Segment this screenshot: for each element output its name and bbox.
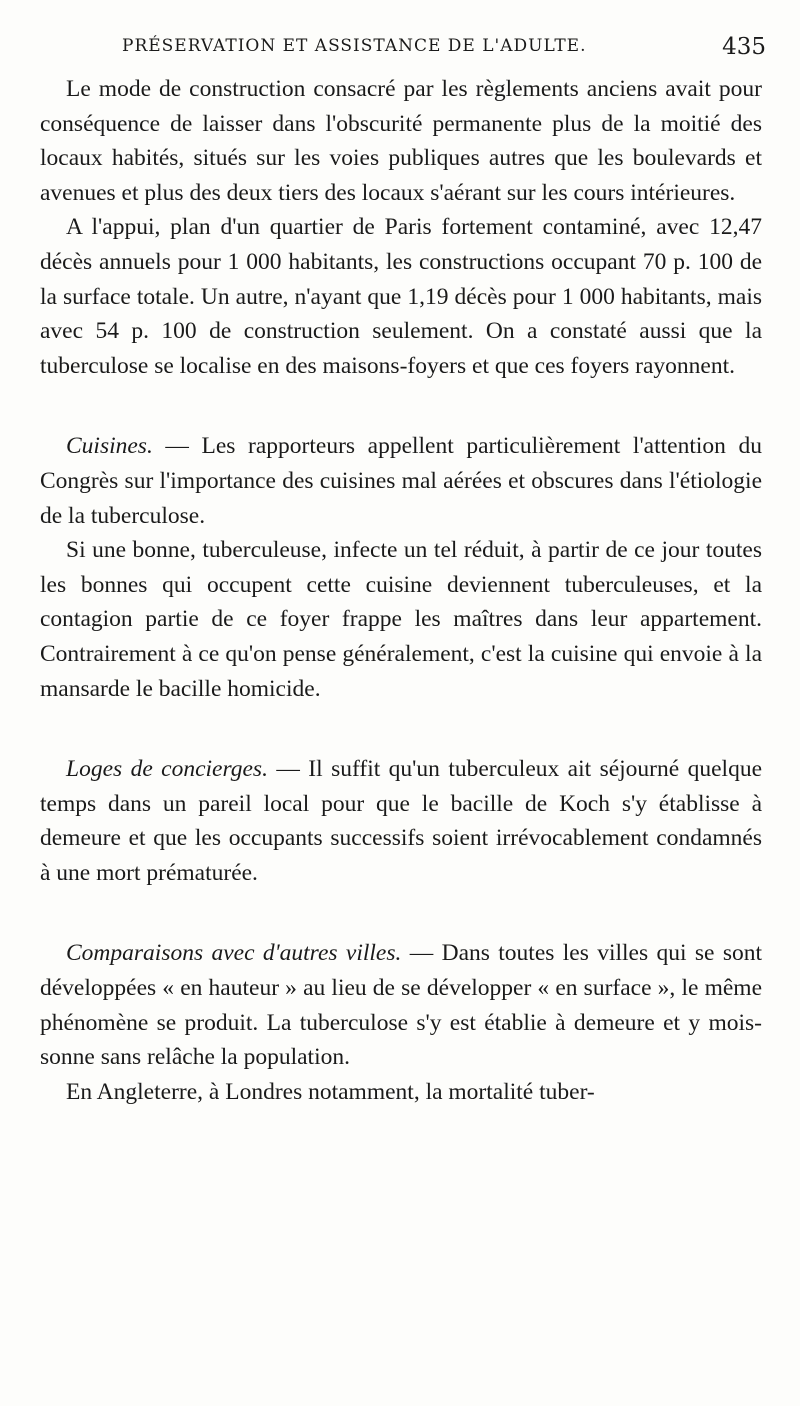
paragraph-quartier <box>40 210 762 383</box>
paragraph-text: — Il suffit qu'un tuberculeux ait séjourné quelque temps dans un pareil local pour que le bacille de Koch s'y établisse à demeure et que les occupants successifs soient irrévocablement condamnés à une mort prématurée. <box>40 756 763 886</box>
section-title-cuisines: Cuisines. <box>66 433 153 460</box>
section-comparaisons <box>40 936 762 1074</box>
paragraph-angleterre <box>40 1075 762 1110</box>
paragraph-text: Si une bonne, tuberculeuse, infecte un tel réduit, à partir de ce jour toutes les bonnes qui occupent cette cuisine deviennent tuberculeuses, et la contagion partie de ce foyer frappe les maîtres dans leur appartement. Contrairement à ce qu'on pense généralement, c'est la cuisine qui envoie à la mansarde le bacille homicide. <box>40 537 762 702</box>
running-head <box>40 34 768 70</box>
section-loges <box>40 752 762 890</box>
section-cuisines <box>40 429 762 533</box>
paragraph-text: — Les rapporteurs appellent particulièrement l'attention du Congrès sur l'importance des cuisines mal aérées et obscures dans l'étiologie de la tuberculose. <box>40 433 762 529</box>
page-number: 435 <box>722 34 766 60</box>
paragraph-text: En Angleterre, à Londres notamment, la mortalité tuber- <box>66 1078 595 1105</box>
paragraph-bonne <box>40 533 762 706</box>
running-title: PRÉSERVATION ET ASSISTANCE DE L'ADULTE. <box>122 36 587 56</box>
body-text <box>40 72 762 1109</box>
section-title-comparaisons: Comparaisons avec d'autres villes. <box>66 940 402 967</box>
section-title-loges: Loges de concierges. <box>66 756 268 783</box>
paragraph-construction <box>40 72 762 210</box>
paragraph-text: — Dans toutes les villes qui se sont développées « en hauteur » au lieu de se développer « en surface », le même phénomène se produit. La tuberculose s'y est établie à demeure et y moissonne sans relâche la population. <box>40 940 762 1071</box>
paragraph-text: A l'appui, plan d'un quartier de Paris fortement contaminé, avec 12,47 décès annuels pour 1 000 habitants, les constructions occupant 70 p. 100 de la surface totale. Un autre, n'ayant que 1,19 décès pour 1 000 habitants, mais avec 54 p. 100 de construction seulement. On a constaté aussi que la tuberculose se localise en des maisons-foyers et que ces foyers rayonnent. <box>40 214 762 379</box>
paragraph-text: Le mode de construction consacré par les règlements anciens avait pour conséquence de laisser dans l'obscurité permanente plus de la moitié des locaux habités, situés sur les voies publiques autres que les boulevards et avenues et plus des deux tiers des locaux s'aérant sur les cours intérieures. <box>40 76 762 206</box>
